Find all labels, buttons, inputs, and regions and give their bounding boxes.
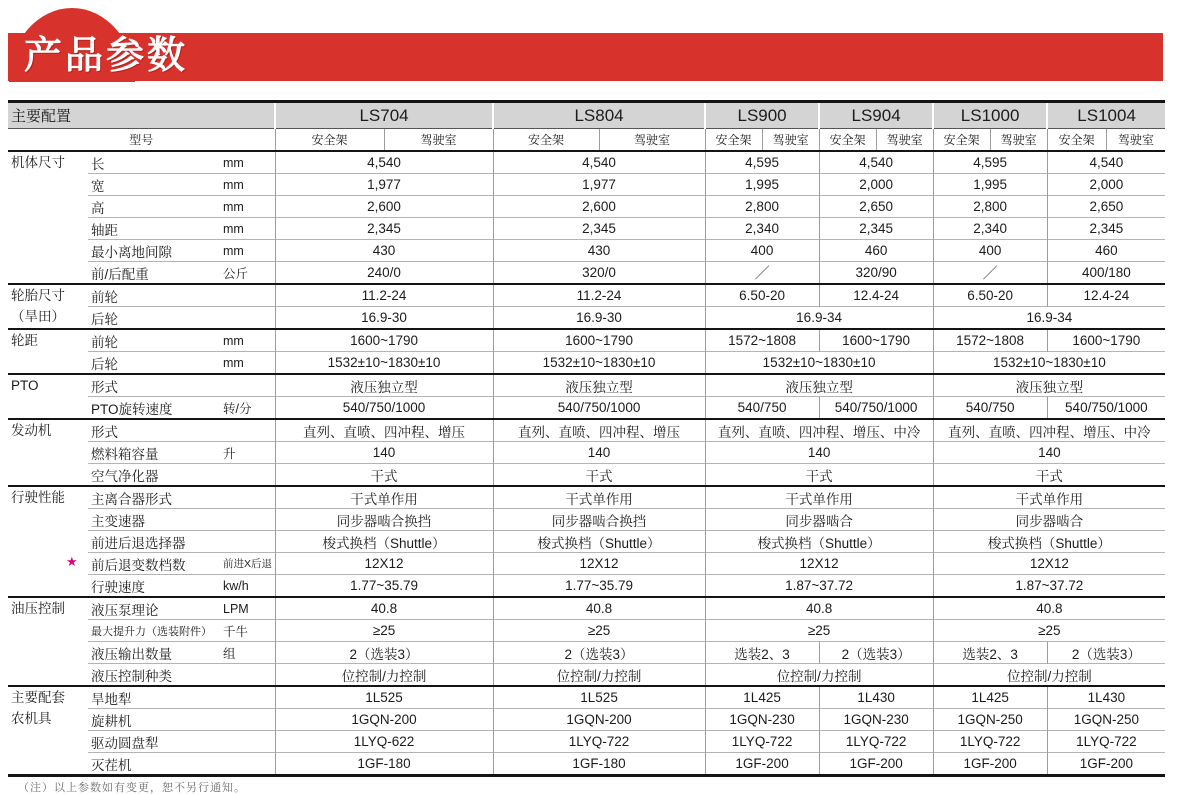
- value-cell: 12.4-24: [819, 284, 933, 307]
- value-cell: 540/750/1000: [819, 397, 933, 420]
- unit-label: mm: [220, 329, 275, 352]
- unit-label: 前进X后退: [220, 553, 275, 575]
- value-cell: 540/750/1000: [1047, 397, 1165, 420]
- value-cell: 1600~1790: [1047, 329, 1165, 352]
- value-cell: 梭式换档（Shuttle）: [705, 531, 933, 553]
- spec-row: [8, 174, 1165, 196]
- unit-label: [220, 374, 275, 397]
- value-cell: ≥25: [493, 620, 705, 642]
- value-cell: 140: [275, 442, 493, 464]
- value-cell: 1LYQ-722: [493, 731, 705, 753]
- attribute-label: 前/后配重: [88, 262, 220, 285]
- subtype-header-row: [8, 129, 1165, 152]
- value-cell: 1GF-180: [275, 753, 493, 776]
- unit-label: [220, 486, 275, 509]
- value-cell: 1L525: [275, 686, 493, 709]
- value-cell: 1600~1790: [275, 329, 493, 352]
- attribute-label: 旱地犁: [88, 686, 220, 709]
- unit-label: mm: [220, 151, 275, 174]
- value-cell: 16.9-30: [493, 307, 705, 330]
- attribute-label: PTO旋转速度: [88, 397, 220, 420]
- value-cell: 梭式换档（Shuttle）: [933, 531, 1165, 553]
- model-header-ls704: LS704: [275, 102, 493, 129]
- value-cell: 1,995: [933, 174, 1047, 196]
- value-cell: 干式单作用: [933, 486, 1165, 509]
- value-cell: 同步器啮合: [933, 509, 1165, 531]
- subcol-cab: 驾驶室: [762, 129, 819, 152]
- value-cell: 16.9-34: [933, 307, 1165, 330]
- value-cell: 1,977: [275, 174, 493, 196]
- section-label: PTO: [8, 374, 88, 419]
- value-cell: 4,540: [819, 151, 933, 174]
- attribute-label: 轴距: [88, 218, 220, 240]
- unit-label: [220, 731, 275, 753]
- attribute-label: 旋耕机: [88, 709, 220, 731]
- spec-row: [8, 753, 1165, 776]
- page-title: 产品参数: [24, 35, 189, 77]
- subcol-cab: 驾驶室: [1106, 129, 1165, 152]
- corner-label: 主要配置: [8, 102, 275, 129]
- value-cell: 1GF-200: [1047, 753, 1165, 776]
- value-cell: 选装2、3: [705, 642, 819, 664]
- value-cell: 40.8: [933, 597, 1165, 620]
- value-cell: 位控制/力控制: [275, 664, 493, 687]
- value-cell: 2,800: [705, 196, 819, 218]
- model-header-ls804: LS804: [493, 102, 705, 129]
- unit-label: [220, 464, 275, 487]
- page-header: [0, 0, 1180, 81]
- unit-label: mm: [220, 196, 275, 218]
- attribute-label: 液压泵理论: [88, 597, 220, 620]
- attribute-label: 最大提升力（选装附件）: [88, 620, 220, 642]
- spec-row: [8, 218, 1165, 240]
- spec-row: [8, 307, 1165, 330]
- value-cell: 2,600: [493, 196, 705, 218]
- value-cell: ≥25: [705, 620, 933, 642]
- star-icon: ★: [66, 554, 78, 569]
- value-cell: 2（选装3）: [819, 642, 933, 664]
- value-cell: 干式单作用: [705, 486, 933, 509]
- value-cell: 1LYQ-722: [819, 731, 933, 753]
- spec-row: [8, 620, 1165, 642]
- value-cell: 2,000: [819, 174, 933, 196]
- unit-label: [220, 753, 275, 776]
- value-cell: 1.77~35.79: [275, 575, 493, 598]
- value-cell: 11.2-24: [275, 284, 493, 307]
- section-label: 机体尺寸: [8, 151, 88, 284]
- attribute-label: 主离合器形式: [88, 486, 220, 509]
- unit-label: mm: [220, 352, 275, 375]
- value-cell: 12X12: [275, 553, 493, 575]
- attribute-label: 前轮: [88, 329, 220, 352]
- value-cell: 选装2、3: [933, 642, 1047, 664]
- attribute-label: 液压输出数量: [88, 642, 220, 664]
- unit-label: [220, 509, 275, 531]
- spec-row: [8, 642, 1165, 664]
- value-cell: 1,977: [493, 174, 705, 196]
- attribute-label: 前进后退选择器: [88, 531, 220, 553]
- value-cell: 16.9-30: [275, 307, 493, 330]
- spec-row: [8, 486, 1165, 509]
- value-cell: 6.50-20: [705, 284, 819, 307]
- value-cell: 2,345: [1047, 218, 1165, 240]
- value-cell: 1GQN-200: [275, 709, 493, 731]
- value-cell: 460: [819, 240, 933, 262]
- value-cell: 1GF-180: [493, 753, 705, 776]
- value-cell: 1600~1790: [493, 329, 705, 352]
- subcol-safety-frame: 安全架: [705, 129, 762, 152]
- value-cell: 1GF-200: [933, 753, 1047, 776]
- section-label: 油压控制: [8, 597, 88, 686]
- value-cell: 干式单作用: [275, 486, 493, 509]
- value-cell: ／: [933, 262, 1047, 285]
- value-cell: 同步器啮合: [705, 509, 933, 531]
- unit-label: mm: [220, 174, 275, 196]
- subcol-safety-frame: 安全架: [933, 129, 990, 152]
- spec-row: [8, 731, 1165, 753]
- spec-row: [8, 329, 1165, 352]
- value-cell: ≥25: [933, 620, 1165, 642]
- value-cell: 430: [275, 240, 493, 262]
- value-cell: 2,000: [1047, 174, 1165, 196]
- spec-row: [8, 397, 1165, 420]
- value-cell: 2,345: [819, 218, 933, 240]
- value-cell: 梭式换档（Shuttle）: [493, 531, 705, 553]
- value-cell: 2,340: [933, 218, 1047, 240]
- value-cell: 400: [705, 240, 819, 262]
- unit-label: [220, 709, 275, 731]
- value-cell: 6.50-20: [933, 284, 1047, 307]
- spec-row: [8, 664, 1165, 687]
- value-cell: 1GQN-200: [493, 709, 705, 731]
- value-cell: 1572~1808: [933, 329, 1047, 352]
- value-cell: 4,540: [275, 151, 493, 174]
- value-cell: 400: [933, 240, 1047, 262]
- value-cell: 12.4-24: [1047, 284, 1165, 307]
- unit-label: 千牛: [220, 620, 275, 642]
- unit-label: [220, 686, 275, 709]
- unit-label: 转/分: [220, 397, 275, 420]
- value-cell: 12X12: [933, 553, 1165, 575]
- value-cell: 同步器啮合换挡: [275, 509, 493, 531]
- value-cell: 1532±10~1830±10: [275, 352, 493, 375]
- value-cell: 位控制/力控制: [933, 664, 1165, 687]
- spec-row: [8, 419, 1165, 442]
- value-cell: 11.2-24: [493, 284, 705, 307]
- model-header-ls904: LS904: [819, 102, 933, 129]
- attribute-label: 前轮: [88, 284, 220, 307]
- value-cell: 1532±10~1830±10: [705, 352, 933, 375]
- section-label: 轮距: [8, 329, 88, 374]
- spec-row: [8, 151, 1165, 174]
- spec-row: [8, 240, 1165, 262]
- value-cell: 1LYQ-722: [933, 731, 1047, 753]
- value-cell: 2,345: [493, 218, 705, 240]
- section-label: 主要配套 农机具: [8, 686, 88, 776]
- value-cell: 4,540: [1047, 151, 1165, 174]
- value-cell: 液压独立型: [933, 374, 1165, 397]
- subcol-cab: 驾驶室: [876, 129, 933, 152]
- attribute-label: 长: [88, 151, 220, 174]
- value-cell: 同步器啮合换挡: [493, 509, 705, 531]
- subcol-safety-frame: 安全架: [275, 129, 384, 152]
- value-cell: 1,995: [705, 174, 819, 196]
- value-cell: 2,345: [275, 218, 493, 240]
- section-label: 发动机: [8, 419, 88, 486]
- section-label: 轮胎尺寸 （旱田）: [8, 284, 88, 329]
- value-cell: 液压独立型: [493, 374, 705, 397]
- unit-label: 升: [220, 442, 275, 464]
- spec-row: [8, 509, 1165, 531]
- value-cell: 1L525: [493, 686, 705, 709]
- spec-row: [8, 709, 1165, 731]
- unit-label: kw/h: [220, 575, 275, 598]
- unit-label: mm: [220, 240, 275, 262]
- subcol-cab: 驾驶室: [990, 129, 1047, 152]
- value-cell: 1LYQ-622: [275, 731, 493, 753]
- section-label: 行驶性能: [8, 486, 88, 597]
- value-cell: 直列、直喷、四冲程、增压、中冷: [705, 419, 933, 442]
- attribute-label: 灭茬机: [88, 753, 220, 776]
- value-cell: 干式单作用: [493, 486, 705, 509]
- attribute-label: 形式: [88, 374, 220, 397]
- value-cell: 2,800: [933, 196, 1047, 218]
- value-cell: 2（选装3）: [493, 642, 705, 664]
- spec-row: [8, 352, 1165, 375]
- value-cell: 540/750/1000: [493, 397, 705, 420]
- model-header-ls1000: LS1000: [933, 102, 1047, 129]
- value-cell: 2（选装3）: [275, 642, 493, 664]
- spec-table-wrapper: [8, 100, 1180, 794]
- value-cell: ／: [705, 262, 819, 285]
- attribute-label: 驱动圆盘犁: [88, 731, 220, 753]
- unit-label: mm: [220, 218, 275, 240]
- value-cell: 1GQN-250: [933, 709, 1047, 731]
- value-cell: 1.77~35.79: [493, 575, 705, 598]
- attribute-label: 行驶速度: [88, 575, 220, 598]
- value-cell: 1532±10~1830±10: [933, 352, 1165, 375]
- spec-row: [8, 597, 1165, 620]
- value-cell: 液压独立型: [705, 374, 933, 397]
- spec-row: [8, 531, 1165, 553]
- value-cell: 540/750/1000: [275, 397, 493, 420]
- value-cell: 1LYQ-722: [705, 731, 819, 753]
- value-cell: 1L425: [933, 686, 1047, 709]
- spec-row: [8, 284, 1165, 307]
- value-cell: ≥25: [275, 620, 493, 642]
- value-cell: 140: [933, 442, 1165, 464]
- value-cell: 4,540: [493, 151, 705, 174]
- value-cell: 16.9-34: [705, 307, 933, 330]
- attribute-label: 空气净化器: [88, 464, 220, 487]
- unit-label: 组: [220, 642, 275, 664]
- spec-row: [8, 442, 1165, 464]
- value-cell: 位控制/力控制: [705, 664, 933, 687]
- attribute-label: 液压控制种类: [88, 664, 220, 687]
- unit-label: [220, 664, 275, 687]
- value-cell: 40.8: [493, 597, 705, 620]
- spec-row: [8, 686, 1165, 709]
- model-row-label: 型号: [8, 129, 275, 152]
- attribute-label: 燃料箱容量: [88, 442, 220, 464]
- value-cell: 干式: [493, 464, 705, 487]
- value-cell: 1GF-200: [705, 753, 819, 776]
- value-cell: 直列、直喷、四冲程、增压: [493, 419, 705, 442]
- subcol-safety-frame: 安全架: [819, 129, 876, 152]
- subcol-cab: 驾驶室: [599, 129, 705, 152]
- value-cell: 干式: [275, 464, 493, 487]
- value-cell: 40.8: [705, 597, 933, 620]
- value-cell: 1GQN-230: [705, 709, 819, 731]
- attribute-label: 最小离地间隙: [88, 240, 220, 262]
- value-cell: 1600~1790: [819, 329, 933, 352]
- value-cell: 直列、直喷、四冲程、增压、中冷: [933, 419, 1165, 442]
- spec-row: [8, 262, 1165, 285]
- unit-label: [220, 419, 275, 442]
- value-cell: 430: [493, 240, 705, 262]
- value-cell: 2,650: [1047, 196, 1165, 218]
- value-cell: 1L425: [705, 686, 819, 709]
- value-cell: 梭式换档（Shuttle）: [275, 531, 493, 553]
- value-cell: 12X12: [705, 553, 933, 575]
- value-cell: 4,595: [705, 151, 819, 174]
- attribute-label: 宽: [88, 174, 220, 196]
- unit-label: [220, 307, 275, 330]
- spec-row: [8, 464, 1165, 487]
- value-cell: 400/180: [1047, 262, 1165, 285]
- value-cell: 2,340: [705, 218, 819, 240]
- spec-table: [8, 100, 1165, 777]
- value-cell: 140: [493, 442, 705, 464]
- value-cell: 2,650: [819, 196, 933, 218]
- value-cell: 1.87~37.72: [705, 575, 933, 598]
- value-cell: 320/90: [819, 262, 933, 285]
- value-cell: 460: [1047, 240, 1165, 262]
- value-cell: 12X12: [493, 553, 705, 575]
- attribute-label: 后轮: [88, 307, 220, 330]
- value-cell: 1GQN-230: [819, 709, 933, 731]
- value-cell: 240/0: [275, 262, 493, 285]
- value-cell: 40.8: [275, 597, 493, 620]
- value-cell: 干式: [933, 464, 1165, 487]
- value-cell: 2（选装3）: [1047, 642, 1165, 664]
- value-cell: 320/0: [493, 262, 705, 285]
- model-header-ls1004: LS1004: [1047, 102, 1165, 129]
- models-header-row: [8, 102, 1165, 129]
- subcol-cab: 驾驶室: [384, 129, 493, 152]
- value-cell: 液压独立型: [275, 374, 493, 397]
- value-cell: 干式: [705, 464, 933, 487]
- value-cell: 2,600: [275, 196, 493, 218]
- spec-row: [8, 196, 1165, 218]
- value-cell: 1.87~37.72: [933, 575, 1165, 598]
- attribute-label: 主变速器: [88, 509, 220, 531]
- value-cell: 位控制/力控制: [493, 664, 705, 687]
- spec-row: [8, 553, 1165, 575]
- model-header-ls900: LS900: [705, 102, 819, 129]
- attribute-label: 高: [88, 196, 220, 218]
- value-cell: 1L430: [1047, 686, 1165, 709]
- unit-label: [220, 531, 275, 553]
- value-cell: 1LYQ-722: [1047, 731, 1165, 753]
- subcol-safety-frame: 安全架: [1047, 129, 1106, 152]
- attribute-label: 形式: [88, 419, 220, 442]
- value-cell: 1GQN-250: [1047, 709, 1165, 731]
- value-cell: 540/750: [705, 397, 819, 420]
- value-cell: 540/750: [933, 397, 1047, 420]
- value-cell: 直列、直喷、四冲程、增压: [275, 419, 493, 442]
- value-cell: 1532±10~1830±10: [493, 352, 705, 375]
- value-cell: 1GF-200: [819, 753, 933, 776]
- unit-label: 公斤: [220, 262, 275, 285]
- value-cell: 1572~1808: [705, 329, 819, 352]
- spec-row: [8, 575, 1165, 598]
- unit-label: [220, 284, 275, 307]
- unit-label: LPM: [220, 597, 275, 620]
- value-cell: 1L430: [819, 686, 933, 709]
- footnote-clipped: （注）以上参数如有变更，恕不另行通知。: [18, 782, 246, 794]
- subcol-safety-frame: 安全架: [493, 129, 599, 152]
- value-cell: 4,595: [933, 151, 1047, 174]
- value-cell: 140: [705, 442, 933, 464]
- spec-row: [8, 374, 1165, 397]
- attribute-label: ★ 前后退变数档数: [88, 553, 220, 575]
- attribute-label: 后轮: [88, 352, 220, 375]
